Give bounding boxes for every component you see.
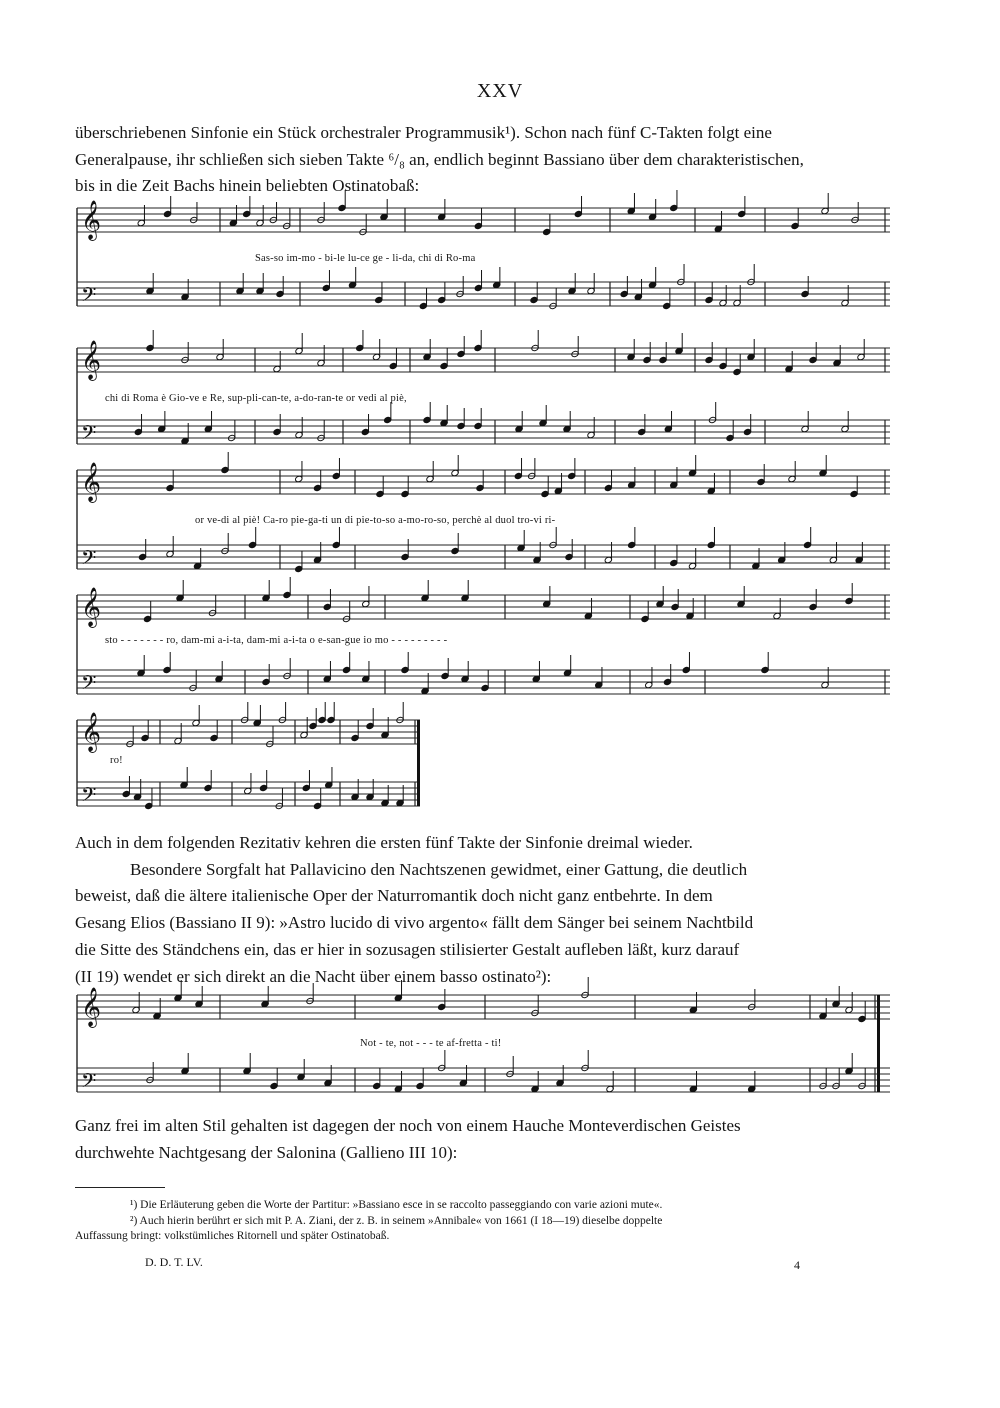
- score-system-6: [75, 987, 890, 1100]
- final-barline: [877, 995, 880, 1092]
- middle-line-5: die Sitte des Ständchens ein, das er hier in sozusagen stilisierter Gestalt aufleben läßt, kurz darauf: [75, 939, 740, 959]
- bass-staff: [77, 767, 420, 811]
- lyric-line-4: sto - - - - - - - ro, dam-mi a-i-ta, dam-mi a-i-ta o e-san-gue io mo - - - - - - - - -: [105, 635, 448, 646]
- treble-clef-icon: 𝄞: [81, 340, 102, 380]
- sheet-number: 4: [794, 1258, 800, 1272]
- intro-line-1: überschriebenen Sinfonie ein Stück orchestraler Programmusik¹). Schon nach fünf C-Takten folgt eine: [75, 123, 772, 142]
- bass-staff: [77, 402, 890, 449]
- middle-line-3: beweist, daß die ältere italienische Oper der Naturromantik doch nicht ganz entbehrte. In dem: [75, 886, 713, 906]
- staff-notation: [75, 712, 420, 811]
- treble-clef-icon: 𝄞: [81, 587, 102, 627]
- treble-staff: [77, 577, 890, 628]
- bass-clef-icon: 𝄢: [81, 283, 97, 311]
- score-system-1: [75, 200, 890, 320]
- intro-line-3: bis in die Zeit Bachs hinein beliebten Ostinatobaß:: [75, 176, 420, 196]
- bass-clef-icon: 𝄢: [81, 1069, 97, 1097]
- score-system-2: [75, 340, 890, 460]
- bass-staff: [77, 527, 890, 574]
- middle-line-2: Besondere Sorgfalt hat Pallavicino den Nachtszenen gewidmet, einer Gattung, die deutlich: [130, 859, 748, 879]
- treble-clef-icon: 𝄞: [81, 987, 102, 1027]
- lyric-line-5: ro!: [110, 755, 123, 766]
- bass-staff: [77, 652, 890, 699]
- treble-staff: [77, 702, 420, 753]
- footnote-2-continued: Auffassung bringt: volkstümliches Ritornell und später Ostinatobaß.: [75, 1230, 390, 1242]
- staff-notation: [75, 200, 890, 320]
- bass-clef-icon: 𝄢: [81, 671, 97, 699]
- intro-paragraph: [75, 120, 890, 200]
- lyric-line-3: or ve-di al piè! Ca-ro pie-ga-ti un di pie-to-so a-mo-ro-so, perchè al duol tro-vi ri-: [195, 515, 556, 526]
- treble-clef-icon: 𝄞: [81, 462, 102, 502]
- closing-line-2: durchwehte Nachtgesang der Salonina (Gallieno III 10):: [75, 1142, 458, 1162]
- intro-line-2: Generalpause, ihr schließen sich sieben Takte ⁶/₈ an, endlich beginnt Bassiano über dem charakteristischen,: [75, 149, 804, 169]
- treble-clef-icon: 𝄞: [81, 712, 102, 752]
- middle-line-6: (II 19) wendet er sich direkt an die Nacht über einem basso ostinato²):: [75, 966, 552, 986]
- final-barline: [417, 720, 420, 806]
- closing-paragraph: [75, 1113, 890, 1166]
- bass-clef-icon: 𝄢: [81, 421, 97, 449]
- page-number: XXV: [476, 80, 524, 102]
- footnote-1: ¹) Die Erläuterung geben die Worte der Partitur: »Bassiano esce in se raccolto passeggiando con varie azioni mute«.: [130, 1199, 663, 1211]
- lyric-line-6: Not - te, not - - - te af-fretta - ti!: [360, 1038, 502, 1049]
- score-system-5: [75, 712, 420, 811]
- middle-paragraph: [75, 830, 890, 990]
- bass-clef-icon: 𝄢: [81, 783, 97, 811]
- treble-clef-icon: 𝄞: [81, 200, 102, 240]
- staff-notation: [75, 587, 890, 705]
- footnote-2: ²) Auch hierin berührt er sich mit P. A. Ziani, der z. B. in seinem »Annibale« von 1661 (I 18—19) dieselbe doppelte: [130, 1215, 663, 1227]
- bass-staff: [77, 1050, 890, 1097]
- lyric-line-2: chi di Roma è Gio-ve e Re, sup-pli-can-te, a-do-ran-te or vedi al piè,: [105, 393, 407, 404]
- lyric-line-1: Sas-so im-mo - bi-le lu-ce ge - li-da, chi di Ro-ma: [255, 253, 476, 264]
- score-system-3: [75, 462, 890, 582]
- middle-line-4: Gesang Elios (Bassiano II 9): »Astro lucido di vivo argento« fällt dem Sänger bei seinem Nachtbild: [75, 913, 754, 933]
- closing-line-1: Ganz frei im alten Stil gehalten ist dagegen der noch von einem Hauche Monteverdischen Geistes: [75, 1116, 741, 1135]
- score-system-4: [75, 587, 890, 705]
- footnote-rule: [75, 1187, 165, 1188]
- treble-staff: [77, 330, 890, 381]
- bass-clef-icon: 𝄢: [81, 546, 97, 574]
- bass-staff: [77, 264, 890, 311]
- signature-mark: D. D. T. LV.: [145, 1255, 203, 1269]
- middle-line-1: Auch in dem folgenden Rezitativ kehren die ersten fünf Takte der Sinfonie dreimal wieder.: [75, 833, 693, 852]
